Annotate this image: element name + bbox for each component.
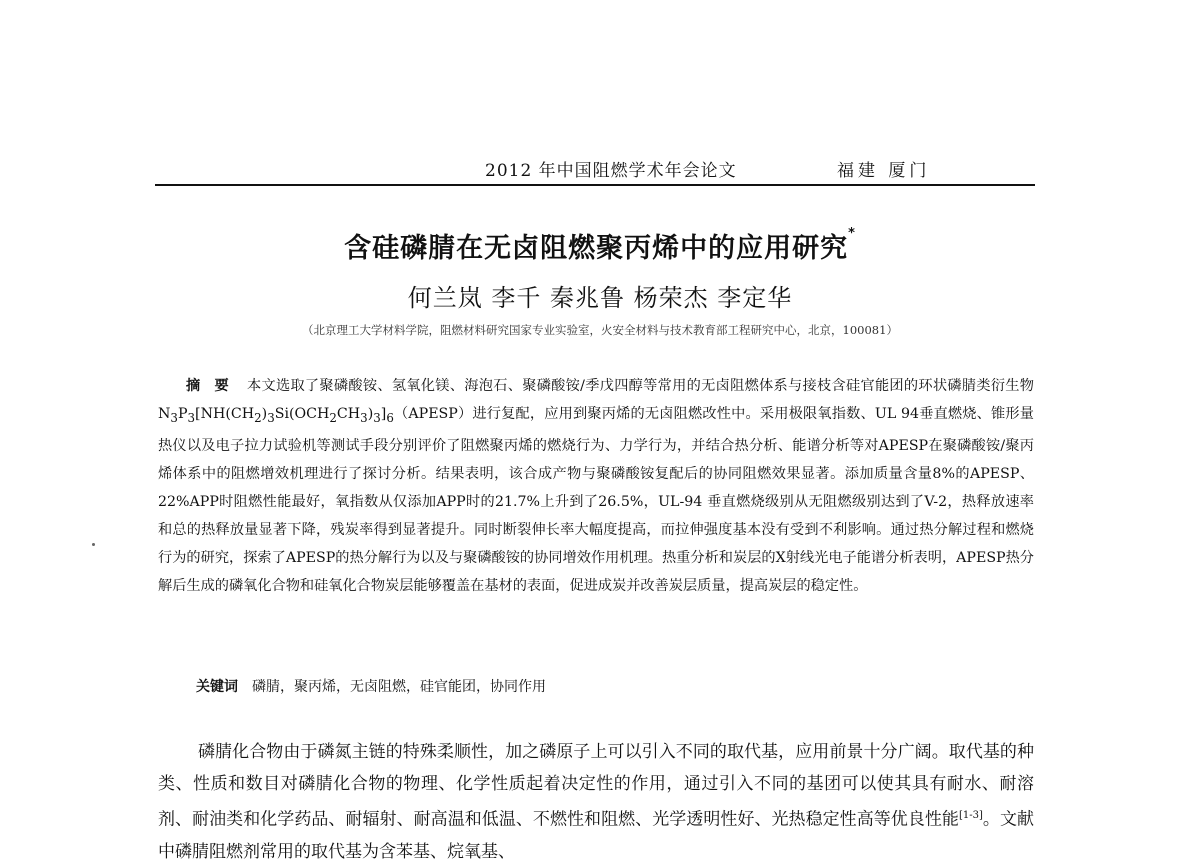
conference-location: 福建 厦门 xyxy=(837,161,931,181)
abstract-text-7: ) xyxy=(367,406,374,422)
abstract-text-9: （APESP）进行复配，应用到聚丙烯的无卤阻燃改性中。采用极限氧指数、UL 94垂直燃烧、锥形量热仪以及电子拉力试验机等测试手段分别评价了阻燃聚丙烯的燃烧行为、力学行为，并结合热分析、能谱分析等对APESP在聚磷酸铵/聚丙烯体系中的阻燃增效机理进行了探讨分析。结果表明，该合成产物与聚磷酸铵复配后的协同阻燃效果显著。添加质量含量8%的APESP、22%APP时阻燃性能最好，氧指数从仅添加APP时的21.7%上升到了26.5%，UL-94 垂直燃烧级别从无阻燃级别达到了V-2，热释放速率和总的热释放量显著下降，残炭率得到显著提升。同时断裂伸长率大幅度提高，而拉伸强度基本没有受到不利影响。通过热分解过程和燃烧行为的研究，探索了APESP的热分解行为以及与聚磷酸铵的协同增效作用机理。热重分析和炭层的X射线光电子能谱分析表明，APESP热分解后生成的磷氧化合物和硅氧化合物炭层能够覆盖在基材的表面，促进成炭并改善炭层质量，提高炭层的稳定性。 xyxy=(158,406,1034,594)
body-paragraph xyxy=(158,736,1034,868)
abstract-text-8: ] xyxy=(380,406,387,422)
formula-sub-4: 3 xyxy=(267,410,275,425)
title-footnote-mark: * xyxy=(848,226,856,241)
abstract-text-3: [NH(CH xyxy=(195,406,255,422)
formula-sub-7: 3 xyxy=(373,410,381,425)
formula-sub-8: 6 xyxy=(386,410,394,425)
citation-ref: [1-3] xyxy=(958,810,983,821)
scan-speck xyxy=(92,543,95,546)
keywords-label: 关键词 xyxy=(196,679,238,695)
abstract-text-6: CH xyxy=(336,406,361,422)
keywords-text: 磷腈，聚丙烯，无卤阻燃，硅官能团，协同作用 xyxy=(252,679,546,695)
abstract xyxy=(158,372,1034,600)
formula-sub-2: 3 xyxy=(187,410,196,425)
body-text-1: 磷腈化合物由于磷氮主链的特殊柔顺性，加之磷原子上可以引入不同的取代基，应用前景十分广阔。取代基的种类、性质和数目对磷腈化合物的物理、化学性质起着决定性的作用，通过引入不同的基团可以使其具有耐水、耐溶剂、耐油类和化学药品、耐辐射、耐高温和低温、不燃性和阻燃、光学透明性好、光热稳定性高等优良性能 xyxy=(158,742,1034,830)
author-list: 何兰岚 李千 秦兆鲁 杨荣杰 李定华 xyxy=(407,284,793,312)
conference-name: 2012 年中国阻燃学术年会论文 xyxy=(485,161,737,181)
abstract-text-5: Si(OCH xyxy=(274,406,330,422)
formula-sub-1: 3 xyxy=(170,410,178,425)
abstract-label: 摘要 xyxy=(186,378,243,394)
paper-title xyxy=(0,226,1200,265)
keywords xyxy=(196,676,546,696)
formula-sub-6: 3 xyxy=(360,410,368,425)
affiliation: （北京理工大学材料学院，阻燃材料研究国家专业实验室，火安全材料与技术教育部工程研究中心，北京，100081） xyxy=(302,323,898,337)
paper-title-text: 含硅磷腈在无卤阻燃聚丙烯中的应用研究 xyxy=(344,233,849,264)
formula-sub-5: 2 xyxy=(329,410,337,425)
abstract-text-4: ) xyxy=(261,406,268,422)
formula-sub-3: 2 xyxy=(254,410,262,425)
abstract-text-1: 本文选取了聚磷酸铵、氢氧化镁、海泡石、聚磷酸铵/季戊四醇等常用的无卤阻燃体系与接枝含硅官能团的环状磷腈类衍生物N xyxy=(158,378,1034,422)
body-text-2: 。文献中磷腈阻燃剂常用的取代基为含苯基、烷氧基、 xyxy=(158,809,1035,862)
abstract-text-2: P xyxy=(177,406,188,422)
running-header xyxy=(155,152,1035,186)
